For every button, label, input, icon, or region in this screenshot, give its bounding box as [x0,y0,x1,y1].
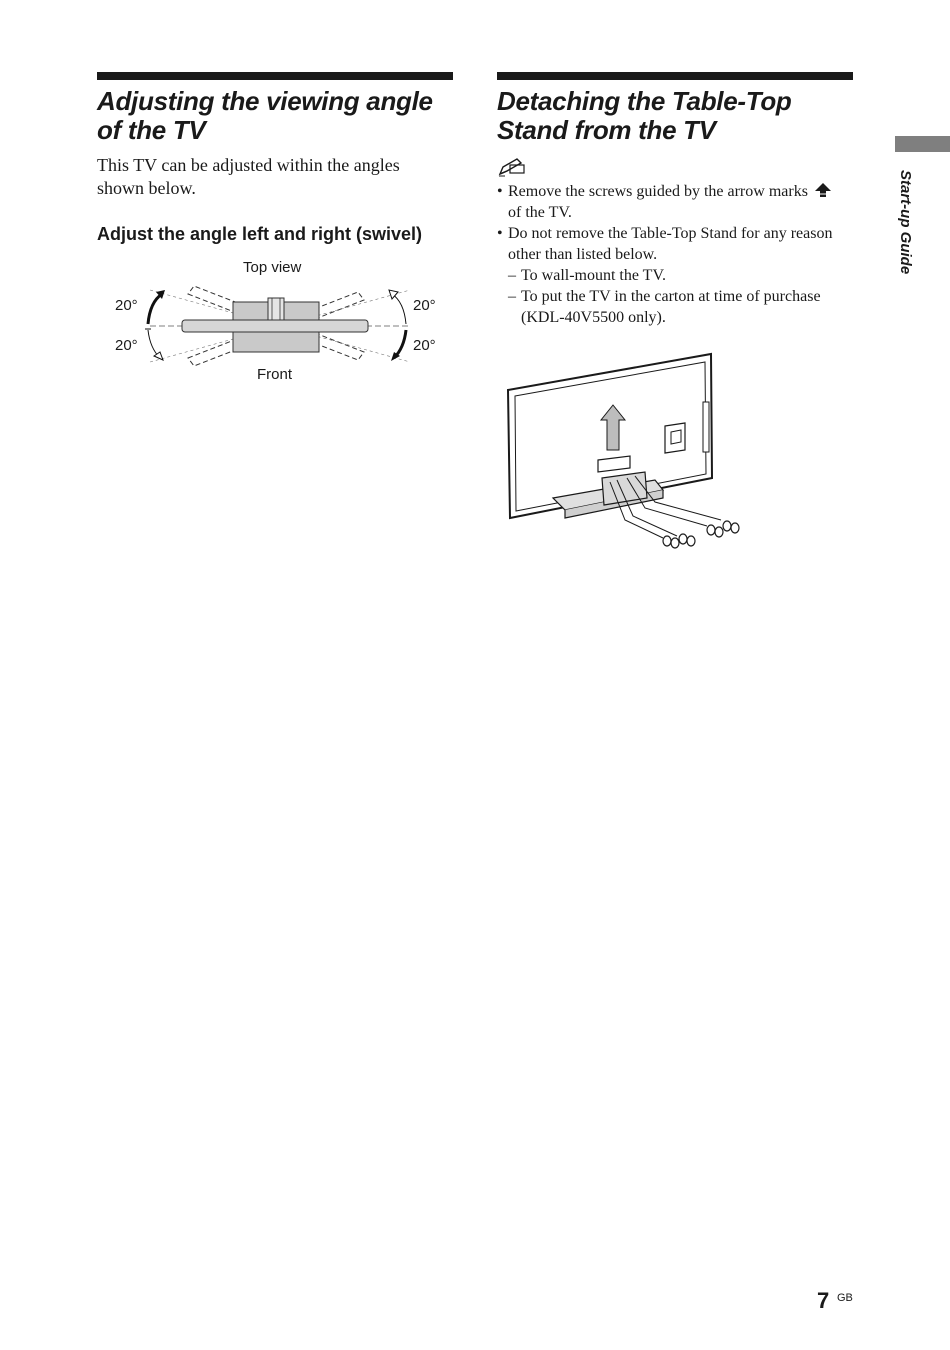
dash-2-text: To put the TV in the carton at time of purchase (KDL-40V5500 only). [521,288,821,326]
bullet-1-text: Remove the screws guided by the arrow marks [508,183,808,200]
angle-bottom-right-label: 20° [413,337,436,354]
list-item [497,286,857,328]
pencil-note-icon [497,157,527,177]
dash-1-text: To wall-mount the TV. [521,267,666,284]
left-up-arrow [148,294,162,324]
left-intro-text: This TV can be adjusted within the angles shown below. [97,155,400,198]
list-item [497,265,857,286]
bullet-2-text: Do not remove the Table-Top Stand for any reason other than listed below. [508,225,833,263]
list-item [497,181,857,223]
bullet-1-text-cont: of the TV. [508,204,572,221]
side-tab-label: Start-up Guide [897,170,914,275]
swivel-drawing [140,280,430,380]
side-tab-marker [895,136,950,152]
tv-panel [182,320,368,332]
left-section-heading: Adjusting the viewing angle of the TV [97,86,433,145]
angle-bottom-left-label: 20° [115,337,138,354]
list-item [497,223,857,265]
swivel-subheading: Adjust the angle left and right (swivel) [97,224,423,244]
page-region-suffix: GB [837,1292,853,1304]
detach-instructions-list [497,181,857,328]
angle-top-right-label: 20° [413,297,436,314]
right-heading-rule [497,72,853,80]
arrow-mark-icon [814,182,832,198]
right-section-heading: Detaching the Table-Top Stand from the TV [497,86,792,145]
right-up-arrow [392,294,406,324]
tv-stand-detach-illustration [505,350,745,560]
top-view-label: Top view [243,259,302,276]
left-heading-rule [97,72,453,80]
angle-top-left-label: 20° [115,297,138,314]
page-number: 7 [817,1288,830,1313]
front-label: Front [257,366,293,383]
stand-neck [268,298,284,320]
